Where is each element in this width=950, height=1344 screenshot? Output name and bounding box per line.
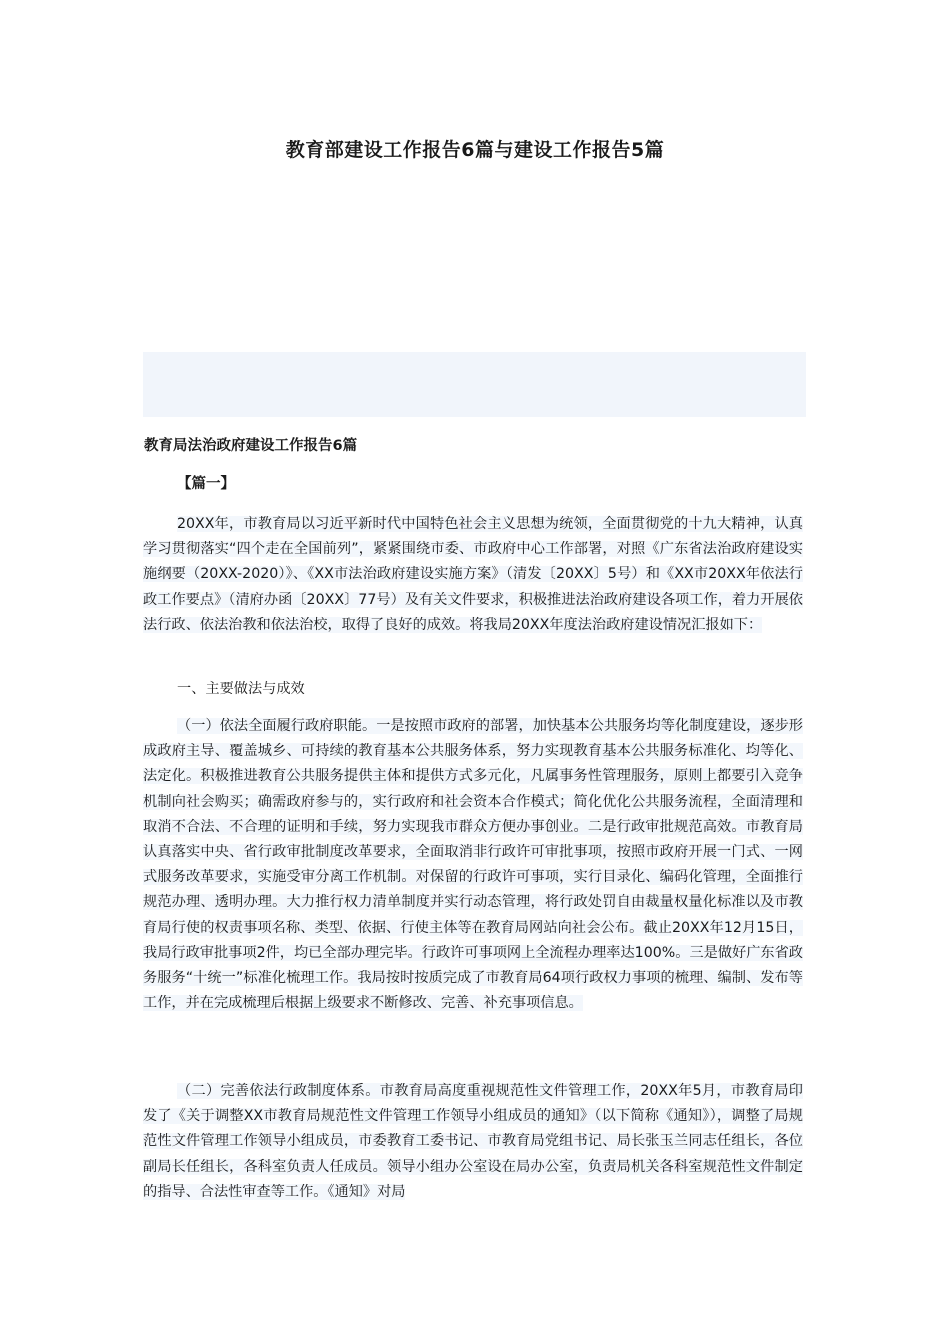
paragraph-system-text: （二）完善依法行政制度体系。市教育局高度重视规范性文件管理工作，20XX年5月，市教育局印发了《关于调整XX市教育局规范性文件管理工作领导小组成员的通知》（以下简称《通知》），调整了局规范性文件管理工作领导小组成员，市委教育工委书记、市教育局党组书记、局长张玉兰同志任组长，各位副局长任组长，各科室负责人任成员。领导小组办公室设在局办公室，负责局机关各科室规范性文件制定的指导、合法性审查等工作。《通知》对局 [143, 1083, 803, 1200]
paragraph-intro-text: 20XX年，市教育局以习近平新时代中国特色社会主义思想为统领，全面贯彻党的十九大精神，认真学习贯彻落实“四个走在全国前列”，紧紧围绕市委、市政府中心工作部署，对照《广东省法治政府建设实施纲要（20XX-2020）》、《XX市法治政府建设实施方案》（清发〔20XX〕5号）和《XX市20XX年依法行政工作要点》（清府办函〔20XX〕77号）及有关文件要求，积极推进法治政府建设各项工作，着力开展依法行政、依法治教和依法治校，取得了良好的成效。将我局20XX年度法治政府建设情况汇报如下： [143, 516, 803, 633]
document-title: 教育部建设工作报告6篇与建设工作报告5篇 [285, 139, 665, 161]
paragraph-intro [143, 512, 803, 638]
part-label: 【篇一】 [177, 476, 235, 492]
heading-main-practices: 一、主要做法与成效 [177, 681, 305, 697]
banner-placeholder [143, 352, 806, 417]
paragraph-system [143, 1079, 803, 1205]
paragraph-duties [143, 714, 803, 1016]
paragraph-duties-text: （一）依法全面履行政府职能。一是按照市政府的部署，加快基本公共服务均等化制度建设，逐步形成政府主导、覆盖城乡、可持续的教育基本公共服务体系，努力实现教育基本公共服务标准化、均等化、法定化。积极推进教育公共服务提供主体和提供方式多元化，凡属事务性管理服务，原则上都要引入竞争机制向社会购买；确需政府参与的，实行政府和社会资本合作模式；简化优化公共服务流程，全面清理和取消不合法、不合理的证明和手续，努力实现我市群众方便办事创业。二是行政审批规范高效。市教育局认真落实中央、省行政审批制度改革要求，全面取消非行政许可审批事项，按照市政府开展一门式、一网式服务改革要求，实施受审分离工作机制。对保留的行政许可事项，实行目录化、编码化管理，全面推行规范办理、透明办理。大力推行权力清单制度并实行动态管理，将行政处罚自由裁量权量化标准以及市教育局行使的权责事项名称、类型、依据、行使主体等在教育局网站向社会公布。截止20XX年12月15日，我局行政审批事项2件，均已全部办理完毕。行政许可事项网上全流程办理率达100%。三是做好广东省政务服务“十统一”标准化梳理工作。我局按时按质完成了市教育局64项行政权力事项的梳理、编制、发布等工作，并在完成梳理后根据上级要求不断修改、完善、补充事项信息。 [143, 718, 803, 1012]
section-title: 教育局法治政府建设工作报告6篇 [144, 438, 358, 454]
